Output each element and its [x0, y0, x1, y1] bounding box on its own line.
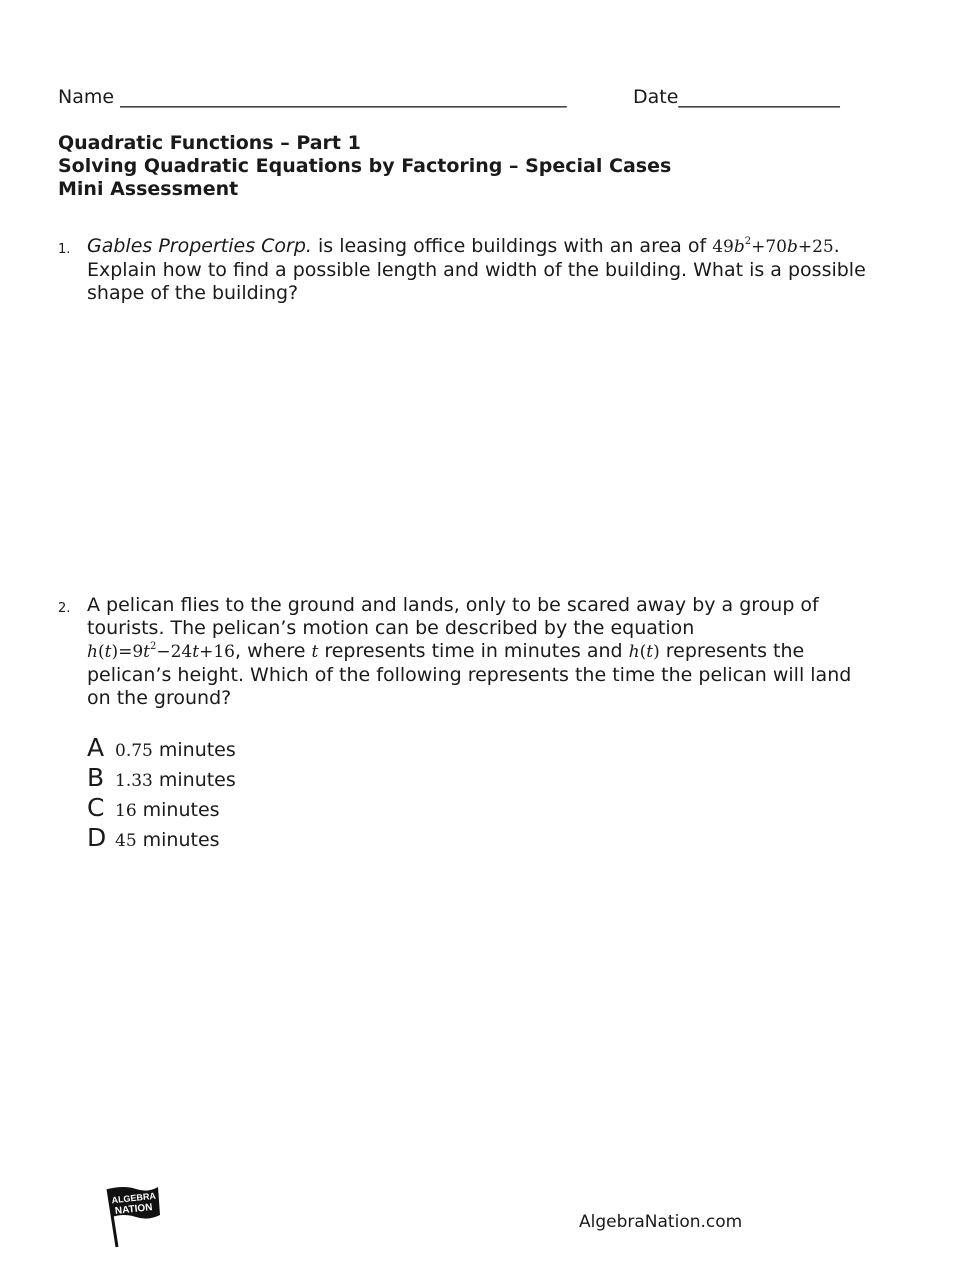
question-1 — [58, 235, 868, 305]
name-field[interactable]: Name _______________________________________________ — [58, 86, 567, 108]
choice-b[interactable]: B 1.33 minutes — [87, 763, 236, 792]
choice-d[interactable]: D 45 minutes — [87, 823, 220, 852]
area-expression: $49b^2+70b+25$ — [712, 236, 834, 257]
title-line-2: Solving Quadratic Equations by Factoring – Special Cases — [58, 155, 672, 177]
document-title — [58, 132, 671, 201]
question-2 — [58, 594, 868, 710]
choice-a[interactable]: A 0.75 minutes — [87, 733, 236, 762]
company-name: Gables Properties Corp. — [87, 235, 312, 257]
question-number: 2. — [58, 601, 71, 616]
logo-text-top: ALGEBRA — [111, 1190, 157, 1206]
question-text: A pelican flies to the ground and lands, only to be scared away by a group of tourists. The pelican’s motion can be described by the equation $h(t)=9t^2-24t+16$, where t represents time in minutes and h(t) represents the pelican’s height. Which of the following represents the time the pelican will land on the ground? — [87, 594, 852, 709]
title-line-1: Quadratic Functions – Part 1 — [58, 132, 361, 154]
algebra-nation-logo — [100, 1183, 164, 1251]
choice-c[interactable]: C 16 minutes — [87, 793, 220, 822]
title-line-3: Mini Assessment — [58, 178, 239, 200]
date-field[interactable]: Date_________________ — [633, 86, 840, 108]
question-number: 1. — [58, 242, 71, 257]
height-equation: $h(t)=9t^2-24t+16$ — [87, 641, 235, 662]
question-text: Gables Properties Corp. is leasing office buildings with an area of $49b^2+70b+25$. Explain how to find a possible length and width of the building. What is a possible shape of the building? — [87, 235, 866, 304]
footer-url[interactable]: AlgebraNation.com — [579, 1212, 743, 1232]
answer-choices — [87, 733, 236, 853]
logo-text-bottom: NATION — [114, 1202, 154, 1217]
